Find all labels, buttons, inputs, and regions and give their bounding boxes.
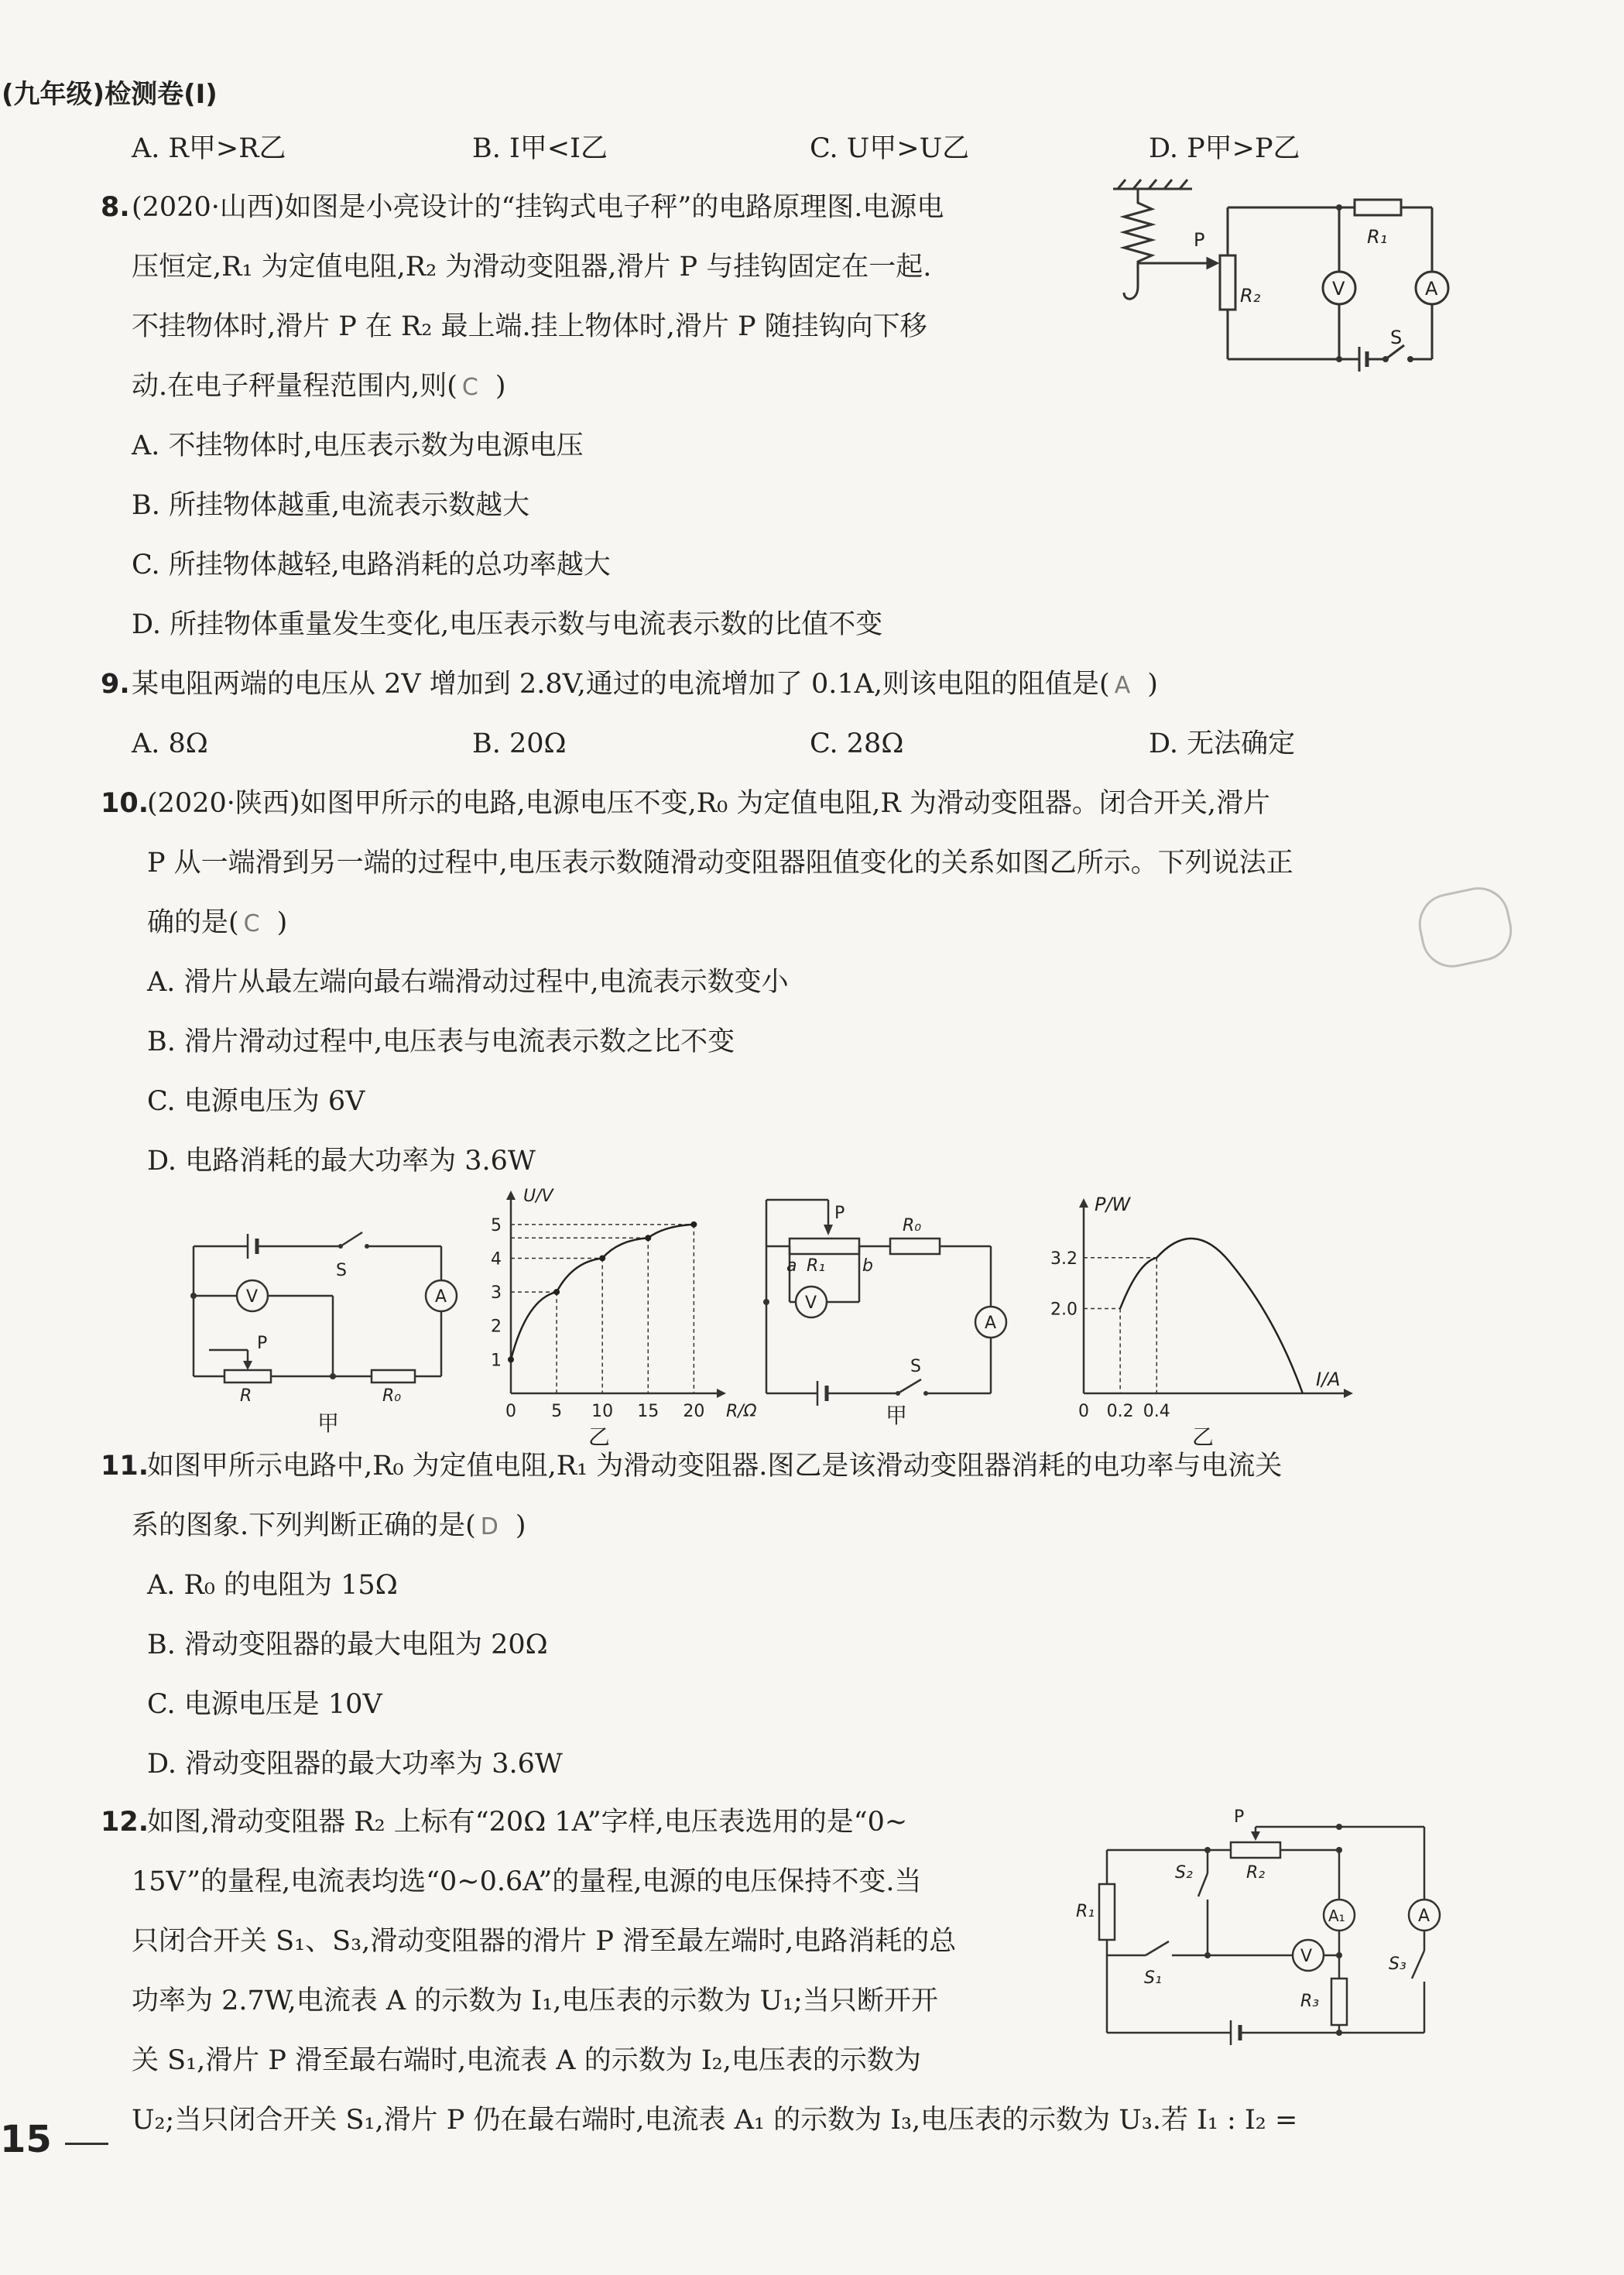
q11-option-c: C. 电源电压是 10V — [147, 1689, 382, 1720]
q10-number: 10. — [101, 788, 149, 819]
q12-circuit-figure — [1076, 1804, 1448, 2059]
q8-option-d: D. 所挂物体重量发生变化,电压表示数与电流表示数的比值不变 — [132, 609, 883, 640]
q12-fig-p-label: P — [1234, 1807, 1245, 1827]
q10-option-c: C. 电源电压为 6V — [147, 1086, 365, 1117]
q12-fig-a1-label: A₁ — [1328, 1907, 1345, 1925]
q8-stem-tail: 动.在电子秤量程范围内,则( — [132, 371, 457, 402]
q10-option-b: B. 滑片滑动过程中,电压表与电流表示数之比不变 — [147, 1026, 735, 1057]
chart2-x-tick: 0.2 — [1106, 1402, 1134, 1421]
chart1-title: 乙 — [588, 1424, 611, 1450]
q11-fig-s-label: S — [910, 1357, 921, 1376]
chart2-series-line — [1120, 1239, 1303, 1393]
q9-number: 9. — [101, 669, 130, 700]
q11-number: 11. — [101, 1451, 149, 1482]
q11-answer: D — [480, 1513, 499, 1540]
chart1-y-arrow — [506, 1191, 516, 1200]
q7-option-c: C. U甲>U乙 — [810, 133, 970, 164]
q12-fig-v-label: V — [1300, 1947, 1313, 1966]
chart2-y-arrow — [1079, 1198, 1088, 1208]
q8-fig-r2-label: R₂ — [1240, 285, 1261, 307]
chart1-x-tick: 0 — [505, 1402, 516, 1421]
q7-option-a: A. R甲>R乙 — [132, 133, 286, 164]
q10-u-r-chart — [480, 1184, 759, 1450]
q8-fig-p-label: P — [1194, 229, 1205, 251]
chart1-point — [599, 1255, 605, 1261]
q11-line-2 — [132, 1507, 526, 1546]
q11-line-1: 如图甲所示电路中,R₀ 为定值电阻,R₁ 为滑动变阻器.图乙是该滑动变阻器消耗的电功率与电流关 — [147, 1451, 1283, 1482]
q9-stem: 某电阻两端的电压从 2V 增加到 2.8V,通过的电流增加了 0.1A,则该电阻的阻值是( — [132, 669, 1110, 700]
chart1-y-tick: 3 — [491, 1283, 502, 1304]
q12-fig-s1-label: S₁ — [1144, 1968, 1162, 1988]
q8-option-a: A. 不挂物体时,电压表示数为电源电压 — [132, 430, 584, 461]
chart1-y-tick: 2 — [491, 1317, 502, 1337]
q12-fig-s2-label: S₂ — [1175, 1863, 1193, 1883]
q10-option-d: D. 电路消耗的最大功率为 3.6W — [147, 1146, 536, 1177]
q9-option-a: A. 8Ω — [132, 728, 208, 759]
chart1-x-tick: 10 — [591, 1402, 614, 1421]
q12-line-6: U₂;当只闭合开关 S₁,滑片 P 仍在最右端时,电流表 A₁ 的示数为 I₃,电压表的示数为 U₃.若 I₁ : I₂ = — [132, 2105, 1298, 2136]
q8-fig-s-label: S — [1390, 327, 1403, 348]
q10-circuit-figure — [186, 1215, 480, 1436]
q10-fig-r0-label: R₀ — [382, 1386, 402, 1406]
q11-stem-tail: 系的图象.下列判断正确的是( — [132, 1510, 476, 1541]
q11-circuit-figure — [759, 1192, 1022, 1428]
q8-option-c: C. 所挂物体越轻,电路消耗的总功率越大 — [132, 550, 611, 581]
q9-option-d: D. 无法确定 — [1149, 728, 1296, 759]
chart2-y-tick: 3.2 — [1050, 1249, 1078, 1269]
chart1-x-label: R/Ω — [726, 1402, 757, 1421]
q12-fig-r3-label: R₃ — [1300, 1992, 1320, 2011]
q8-line-3: 不挂物体时,滑片 P 在 R₂ 最上端.挂上物体时,滑片 P 随挂钩向下移 — [132, 311, 927, 342]
q8-line-1: (2020·山西)如图是小亮设计的“挂钩式电子秤”的电路原理图.电源电 — [132, 192, 944, 223]
chart2-x-tick: 0.4 — [1143, 1402, 1170, 1421]
chart1-y-tick: 5 — [491, 1215, 502, 1235]
q11-fig-r0-label: R₀ — [903, 1216, 922, 1235]
homework-stamp — [1413, 882, 1517, 973]
q10-fig-p-label: P — [257, 1334, 268, 1353]
q11-fig-a-label: A — [985, 1314, 997, 1333]
q12-line-2: 15V”的量程,电流表均选“0~0.6A”的量程,电源的电压保持不变.当 — [132, 1866, 922, 1897]
q8-option-b: B. 所挂物体越重,电流表示数越大 — [132, 490, 530, 521]
q11-fig-p-label: P — [834, 1204, 845, 1223]
q12-number: 12. — [101, 1807, 149, 1838]
q11-p-i-chart — [1037, 1184, 1378, 1450]
q10-fig-a-label: A — [435, 1287, 447, 1307]
q12-fig-a-label: A — [1418, 1907, 1430, 1926]
q12-fig-r2-label: R₂ — [1246, 1863, 1266, 1883]
q8-circuit-figure — [1107, 186, 1471, 387]
q9-line — [132, 666, 1158, 704]
q10-stem-tail: 确的是( — [147, 907, 239, 938]
q10-answer: C — [243, 910, 260, 937]
q11-fig-caption: 甲 — [886, 1403, 908, 1428]
q9-answer: A — [1114, 672, 1131, 699]
chart1-x-arrow — [717, 1389, 726, 1398]
chart2-x-label: I/A — [1316, 1369, 1341, 1390]
q10-fig-v-label: V — [246, 1287, 259, 1307]
chart1-y-tick: 1 — [491, 1351, 502, 1371]
q8-fig-r1-label: R₁ — [1367, 226, 1388, 248]
chart1-x-tick: 15 — [637, 1402, 660, 1421]
chart1-x-tick: 5 — [551, 1402, 563, 1421]
q11-fig-a-end-label: a — [786, 1256, 797, 1276]
chart1-point — [553, 1289, 560, 1295]
chart2-x-tick: 0 — [1078, 1402, 1089, 1421]
q10-fig-caption: 甲 — [317, 1410, 340, 1436]
chart2-title: 乙 — [1192, 1424, 1215, 1450]
q10-line-2: P 从一端滑到另一端的过程中,电压表示数随滑动变阻器阻值变化的关系如图乙所示。下列说法正 — [147, 848, 1293, 879]
q10-option-a: A. 滑片从最左端向最右端滑动过程中,电流表示数变小 — [147, 967, 789, 998]
chart2-y-label: P/W — [1095, 1194, 1131, 1215]
chart1-point — [645, 1235, 651, 1241]
q12-fig-r1-label: R₁ — [1076, 1902, 1095, 1921]
chart1-point — [508, 1356, 514, 1362]
chart2-y-tick: 2.0 — [1050, 1300, 1078, 1320]
page-number-rule — [65, 2143, 108, 2145]
q7-option-b: B. I甲<I乙 — [472, 133, 608, 164]
q11-close: ) — [515, 1510, 526, 1541]
q8-line-2: 压恒定,R₁ 为定值电阻,R₂ 为滑动变阻器,滑片 P 与挂钩固定在一起. — [132, 252, 932, 283]
page-number: 15 — [0, 2118, 52, 2161]
q9-option-b: B. 20Ω — [472, 728, 567, 759]
q12-line-5: 关 S₁,滑片 P 滑至最右端时,电流表 A 的示数为 I₂,电压表的示数为 — [132, 2045, 921, 2076]
chart2-x-arrow — [1344, 1389, 1353, 1398]
q11-fig-r1-label: R₁ — [807, 1256, 826, 1276]
q10-fig-s-label: S — [336, 1261, 347, 1280]
q8-fig-a-label: A — [1425, 278, 1438, 300]
q11-option-a: A. R₀ 的电阻为 15Ω — [147, 1570, 398, 1601]
chart1-point — [690, 1221, 697, 1228]
chart1-y-label: U/V — [523, 1187, 553, 1206]
q12-fig-s3-label: S₃ — [1389, 1955, 1406, 1974]
q11-option-b: B. 滑动变阻器的最大电阻为 20Ω — [147, 1629, 548, 1660]
q10-fig-r-label: R — [240, 1386, 252, 1406]
q7-option-d: D. P甲>P乙 — [1149, 133, 1300, 164]
q9-option-c: C. 28Ω — [810, 728, 904, 759]
q8-number: 8. — [101, 192, 130, 223]
chart1-series-line — [511, 1225, 694, 1360]
q8-line-4 — [132, 368, 506, 406]
q12-line-1: 如图,滑动变阻器 R₂ 上标有“20Ω 1A”字样,电压表选用的是“0~ — [147, 1807, 908, 1838]
chart1-y-tick: 4 — [491, 1249, 502, 1269]
q8-answer: C — [461, 374, 478, 401]
q9-close: ) — [1147, 669, 1158, 700]
page-header: (九年级)检测卷(Ⅰ) — [2, 79, 218, 110]
q10-line-3 — [147, 904, 287, 943]
q8-close: ) — [495, 371, 506, 402]
q8-fig-v-label: V — [1332, 278, 1345, 300]
q12-line-4: 功率为 2.7W,电流表 A 的示数为 I₁,电压表的示数为 U₁;当只断开开 — [132, 1985, 938, 2016]
q11-fig-b-end-label: b — [862, 1256, 873, 1276]
q11-option-d: D. 滑动变阻器的最大功率为 3.6W — [147, 1749, 563, 1780]
q10-close: ) — [276, 907, 288, 938]
chart1-x-tick: 20 — [683, 1402, 705, 1421]
q11-fig-v-label: V — [805, 1293, 817, 1313]
q12-line-3: 只闭合开关 S₁、S₃,滑动变阻器的滑片 P 滑至最左端时,电路消耗的总 — [132, 1926, 957, 1957]
q10-line-1: (2020·陕西)如图甲所示的电路,电源电压不变,R₀ 为定值电阻,R 为滑动变阻器。闭合开关,滑片 — [147, 788, 1270, 819]
